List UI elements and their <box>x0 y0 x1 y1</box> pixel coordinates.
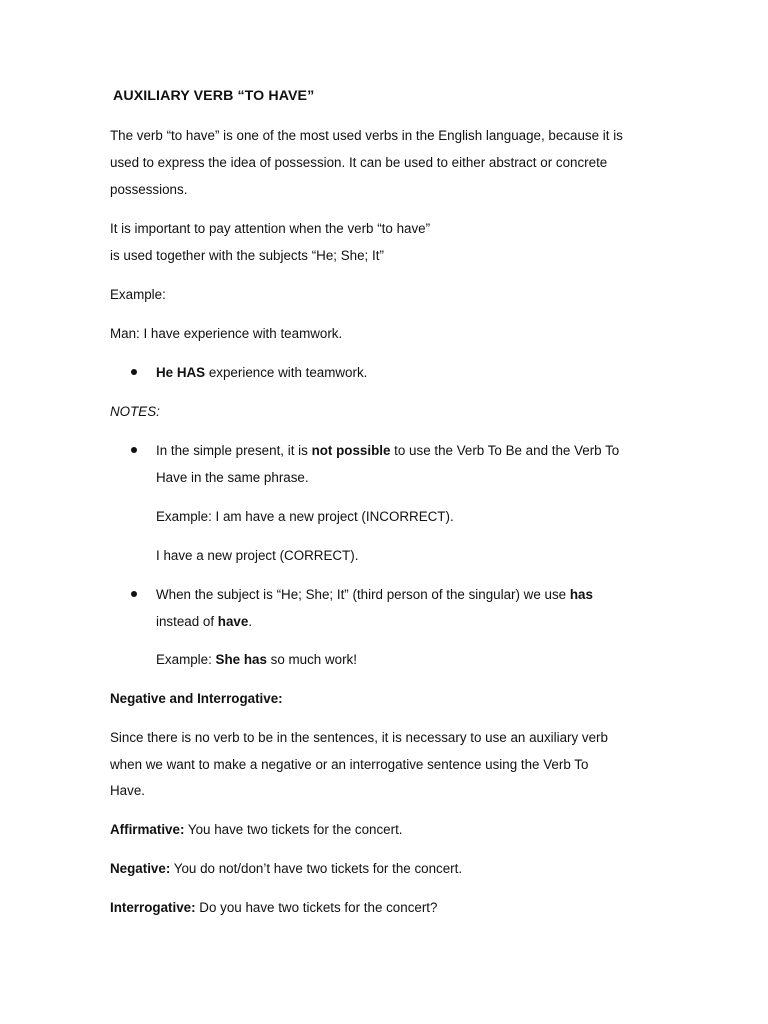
man-example: Man: I have experience with teamwork. <box>110 326 343 341</box>
he-has-rest: experience with teamwork. <box>205 365 368 380</box>
affirmative-text: You have two tickets for the concert. <box>184 822 403 837</box>
document-title: AUXILIARY VERB “TO HAVE” <box>113 88 315 104</box>
intro-line-1: The verb “to have” is one of the most used verbs in the English language, because it is <box>110 128 623 143</box>
notes-label <box>110 403 160 421</box>
note2-example-bold: She has <box>215 652 267 667</box>
affirmative-line <box>110 821 403 839</box>
negative-text: You do not/don’t have two tickets for the concert. <box>170 861 463 876</box>
note2-line2-pre: instead of <box>156 614 218 629</box>
note1-line-2: Have in the same phrase. <box>156 470 309 485</box>
since-line-2: when we want to make a negative or an interrogative sentence using the Verb To <box>110 757 589 772</box>
note1-pre: In the simple present, it is <box>156 443 312 458</box>
note2-bold-have: have <box>217 614 249 629</box>
he-has-bold: He HAS <box>156 365 206 380</box>
bullet <box>131 369 137 375</box>
important-line-1: It is important to pay attention when the verb “to have” <box>110 221 431 236</box>
interrogative-label: Interrogative: <box>110 900 196 915</box>
important-line-2: is used together with the subjects “He; She; It” <box>110 248 384 263</box>
negative-interrogative-heading <box>110 690 283 708</box>
since-line-1: Since there is no verb to be in the sentences, it is necessary to use an auxiliary verb <box>110 730 608 745</box>
negative-label: Negative: <box>110 861 171 876</box>
note1-line-1 <box>156 442 619 460</box>
note1-correct: I have a new project (CORRECT). <box>156 548 359 563</box>
note2-line-2 <box>156 613 252 631</box>
intro-line-3: possessions. <box>110 182 188 197</box>
interrogative-text: Do you have two tickets for the concert? <box>195 900 438 915</box>
notes-label-text: NOTES: <box>110 404 160 419</box>
note1-post: to use the Verb To Be and the Verb To <box>390 443 620 458</box>
since-line-3: Have. <box>110 783 145 798</box>
interrogative-line <box>110 899 437 917</box>
negative-interrogative-heading-text: Negative and Interrogative: <box>110 691 283 706</box>
note1-bold: not possible <box>311 443 391 458</box>
bullet <box>131 591 137 597</box>
note2-example-post: so much work! <box>266 652 357 667</box>
note2-example-pre: Example: <box>156 652 216 667</box>
note2-bold-has: has <box>569 587 593 602</box>
note2-pre: When the subject is “He; She; It” (third person of the singular) we use <box>156 587 570 602</box>
note1-example: Example: I am have a new project (INCORRECT). <box>156 509 454 524</box>
affirmative-label: Affirmative: <box>110 822 185 837</box>
note2-example <box>156 651 357 669</box>
intro-line-2: used to express the idea of possession. It can be used to either abstract or concrete <box>110 155 608 170</box>
note2-line2-post: . <box>248 614 253 629</box>
note2-line-1 <box>156 586 593 604</box>
example-label: Example: <box>110 287 166 302</box>
negative-line <box>110 860 462 878</box>
he-has-item <box>156 364 367 382</box>
bullet <box>131 447 137 453</box>
